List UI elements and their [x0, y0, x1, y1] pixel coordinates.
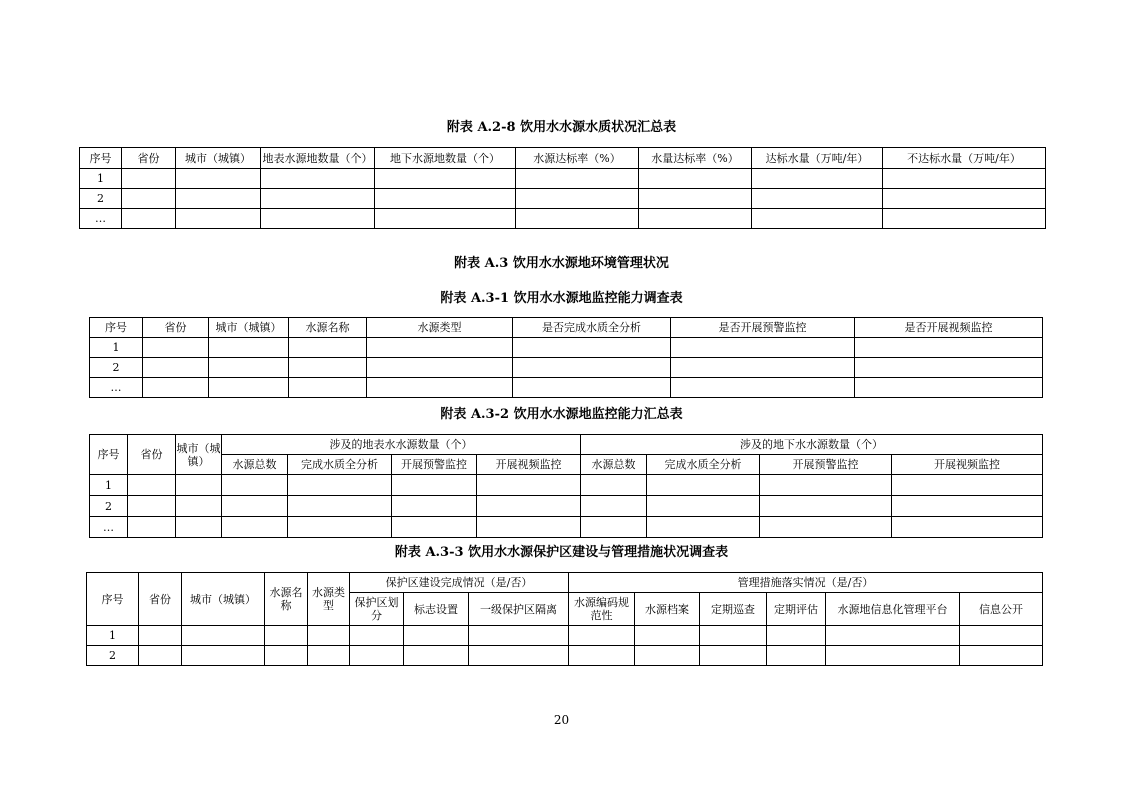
- table-a2-8: [79, 147, 1046, 229]
- table-a3-3: [86, 572, 1043, 666]
- table-row: [90, 338, 1043, 358]
- col-header: 完成水质全分析: [647, 455, 760, 475]
- col-header: 地表水源地数量（个）: [261, 148, 375, 169]
- col-header: 达标水量（万吨/年）: [752, 148, 883, 169]
- row-number: 2: [80, 189, 122, 209]
- table-header-row: [90, 318, 1043, 338]
- col-header: 省份: [122, 148, 176, 169]
- table-header-row: [87, 573, 1043, 593]
- col-header: 是否开展预警监控: [671, 318, 855, 338]
- group-header: 涉及的地表水水源数量（个）: [222, 435, 581, 455]
- col-header: 水量达标率（%）: [639, 148, 752, 169]
- col-header: 开展预警监控: [392, 455, 477, 475]
- col-header: 省份: [139, 573, 182, 626]
- table-a3-2: [89, 434, 1043, 538]
- table-row: [90, 517, 1043, 538]
- section-a3-title: 附表 A.3 饮用水水源地环境管理状况: [454, 256, 669, 271]
- col-header: 水源类型: [308, 573, 350, 626]
- col-header: 省份: [128, 435, 176, 475]
- col-header: 地下水源地数量（个）: [375, 148, 516, 169]
- row-number: 1: [80, 169, 122, 189]
- col-header: 定期评估: [767, 593, 826, 626]
- col-header: 水源名称: [289, 318, 367, 338]
- col-header: 水源达标率（%）: [516, 148, 639, 169]
- table-row: [80, 189, 1046, 209]
- table-subheader-row: [90, 455, 1043, 475]
- table-row: [90, 378, 1043, 398]
- row-number: 1: [90, 338, 143, 358]
- col-header: 水源名称: [265, 573, 308, 626]
- table-row: [90, 475, 1043, 496]
- table-a2-8-title: 附表 A.2-8 饮用水水源水质状况汇总表: [446, 120, 677, 135]
- col-header: 不达标水量（万吨/年）: [883, 148, 1046, 169]
- col-header: 水源类型: [367, 318, 513, 338]
- group-header: 管理措施落实情况（是/否）: [569, 573, 1043, 593]
- col-header: 信息公开: [960, 593, 1043, 626]
- col-header: 序号: [80, 148, 122, 169]
- col-header: 城市（城镇）: [176, 148, 261, 169]
- col-header: 定期巡查: [700, 593, 767, 626]
- col-header: 水源总数: [222, 455, 288, 475]
- row-number: …: [90, 517, 128, 538]
- col-header: 序号: [90, 435, 128, 475]
- col-header: 标志设置: [404, 593, 469, 626]
- row-number: …: [90, 378, 143, 398]
- table-a3-1: [89, 317, 1043, 398]
- group-header: 保护区建设完成情况（是/否）: [350, 573, 569, 593]
- col-header: 水源总数: [581, 455, 647, 475]
- table-row: [90, 358, 1043, 378]
- row-number: …: [80, 209, 122, 229]
- page-number: 20: [553, 713, 570, 727]
- table-row: [87, 646, 1043, 666]
- row-number: 2: [90, 358, 143, 378]
- col-header: 一级保护区隔离: [469, 593, 569, 626]
- table-row: [87, 626, 1043, 646]
- row-number: 2: [90, 496, 128, 517]
- col-header: 开展视频监控: [892, 455, 1043, 475]
- group-header: 涉及的地下水水源数量（个）: [581, 435, 1043, 455]
- col-header: 完成水质全分析: [288, 455, 392, 475]
- col-header: 城市（城镇）: [176, 435, 222, 475]
- col-header: 省份: [143, 318, 209, 338]
- col-header: 是否完成水质全分析: [513, 318, 671, 338]
- col-header: 水源编码规范性: [569, 593, 635, 626]
- table-a3-3-title: 附表 A.3-3 饮用水水源保护区建设与管理措施状况调查表: [394, 545, 729, 560]
- row-number: 1: [87, 626, 139, 646]
- row-number: 1: [90, 475, 128, 496]
- col-header: 城市（城镇）: [209, 318, 289, 338]
- col-header: 水源档案: [635, 593, 700, 626]
- table-row: [80, 169, 1046, 189]
- table-row: [80, 209, 1046, 229]
- table-a3-1-title: 附表 A.3-1 饮用水水源地监控能力调查表: [440, 291, 683, 306]
- col-header: 序号: [90, 318, 143, 338]
- col-header: 是否开展视频监控: [855, 318, 1043, 338]
- table-a3-2-title: 附表 A.3-2 饮用水水源地监控能力汇总表: [440, 407, 683, 422]
- col-header: 保护区划分: [350, 593, 404, 626]
- col-header: 城市（城镇）: [182, 573, 265, 626]
- row-number: 2: [87, 646, 139, 666]
- table-header-row: [80, 148, 1046, 169]
- col-header: 开展预警监控: [760, 455, 892, 475]
- table-row: [90, 496, 1043, 517]
- col-header: 序号: [87, 573, 139, 626]
- col-header: 开展视频监控: [477, 455, 581, 475]
- col-header: 水源地信息化管理平台: [826, 593, 960, 626]
- table-header-row: [90, 435, 1043, 455]
